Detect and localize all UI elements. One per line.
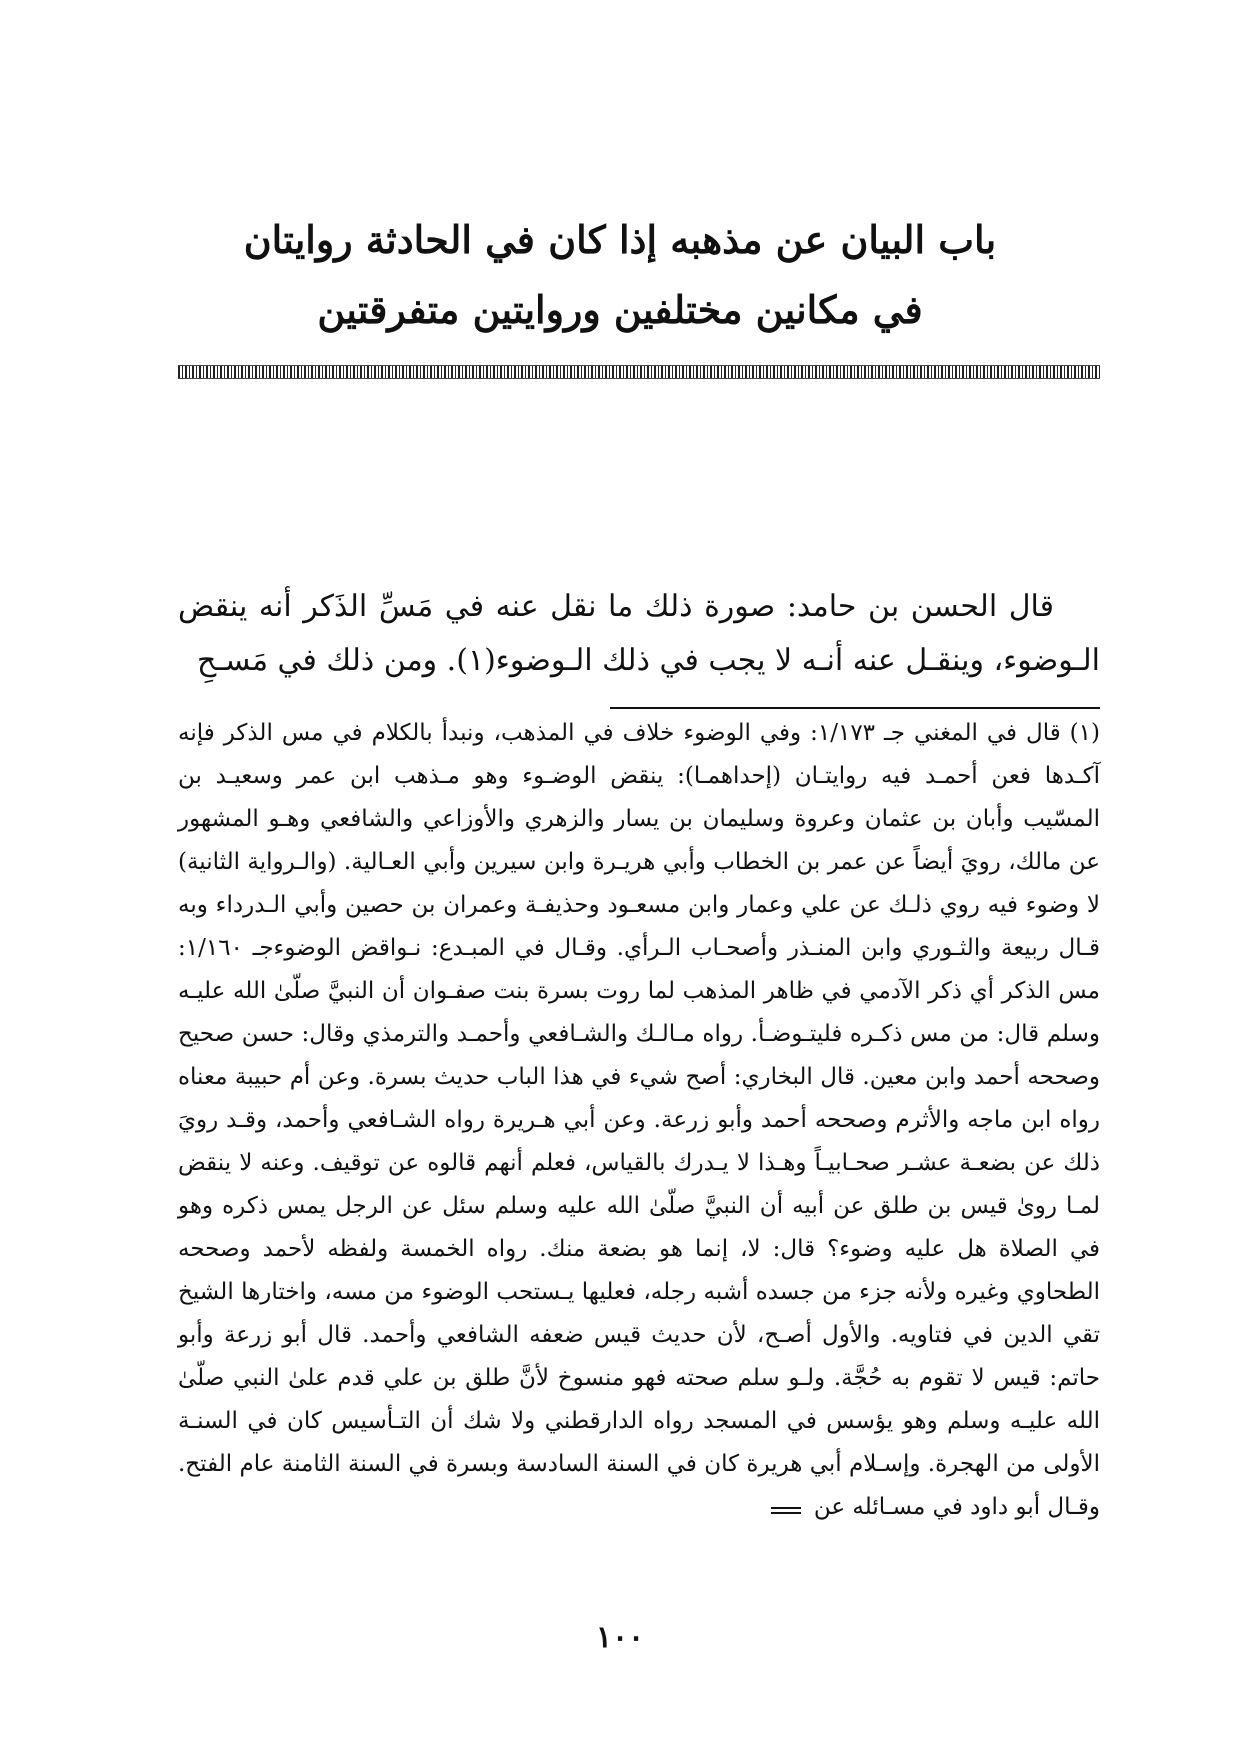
- chapter-title: [180, 205, 1060, 345]
- page-number: ١٠٠: [595, 1620, 645, 1655]
- chapter-title-line-1: باب البيان عن مذهبه إذا كان في الحادثة روايتان: [243, 217, 997, 262]
- ornamental-divider: [178, 365, 1100, 379]
- chapter-title-line-2: في مكانين مختلفين وروايتين متفرقتين: [317, 287, 923, 332]
- footnote-text: (١) قال في المغني جـ ١/١٧٣: وفي الوضوء خلاف في المذهب، ونبدأ بالكلام في مس الذكر فإنه آكـدها فعن أحمـد فيه روايتـان (إحداهمـا): ينقض الوضـوء وهو مـذهب ابن عمر وسعيـد بن المسّيب وأبان بن عثمان وعروة وسليمان بن يسار والزهري والأوزاعي والشافعي وهـو المشهور عن مالك، رويَ أيضاً عن عمر بن الخطاب وأبي هريـرة وابن سيرين وأبي العـالية. (والـرواية الثانية) لا وضوء فيه روي ذلـك عن علي وعمار وابن مسعـود وحذيفـة وعمران بن حصين وأبي الـدرداء وبه قـال ربيعة والثـوري وابن المنـذر وأصحـاب الـرأي. وقـال في المبـدع: نـواقض الوضوءجـ ١/١٦٠: مس الذكر أي ذكر الآدمي في ظاهر المذهب لما روت بسرة بنت صفـوان أن النبيَّ صلّىٰ الله عليـه وسلم قال: من مس ذكـره فليتـوضـأ. رواه مـالـك والشـافعي وأحمـد والترمذي وقال: حسن صحيح وصححه أحمد وابن معين. قال البخاري: أصح شيء في هذا الباب حديث بسرة. وعن أم حبيبة معناه رواه ابن ماجه والأثرم وصححه أحمد وأبو زرعة. وعن أبي هـريرة رواه الشـافعي وأحمد، وقـد رويَ ذلك عن بضعـة عشـر صحـابيـاً وهـذا لا يـدرك بالقياس، فعلم أنهم قالوه عن توقيف. وعنه لا ينقض لمـا روىٰ قيس بن طلق عن أبيه أن النبيَّ صلّىٰ الله عليه وسلم سئل عن الرجل يمس ذكره وهو في الصلاة هل عليه وضوء؟ قال: لا، إنما هو بضعة منك. رواه الخمسة ولفظه لأحمد وصححه الطحاوي وغيره ولأنه جزء من جسده أشبه رجله، فعليها يـستحب الوضوء من مسه، واختارها الشيخ تقي الدين في فتاويه. والأول أصـح، لأن حديث قيس ضعفه الشافعي وأحمد. قال أبو زرعة وأبو حاتم: قيس لا تقوم به حُجَّة. ولـو سلم صحته فهو منسوخ لأنَّ طلق بن علي قدم علىٰ النبي صلّىٰ الله عليـه وسلم وهو يؤسس في المسجد رواه الدارقطني ولا شك أن التـأسيس كان في السنـة الأولى من الهجرة. وإسـلام أبي هريرة كان في السنة السادسة وبسرة في السنة الثامنة عام الفتح. وقـال أبو داود في مسـائله عن: [178, 720, 1101, 1520]
- footnote-block: [178, 712, 1100, 1529]
- footnote-separator: [610, 707, 1100, 709]
- main-body: [178, 580, 1100, 688]
- footnote-continuation-mark: [771, 1507, 801, 1509]
- main-paragraph: قال الحسن بن حامد: صورة ذلك ما نقل عنه في مَسِّ الذَكر أنه ينقض الـوضوء، وينقـل عنه أنـه لا يجب في ذلك الـوضوء(١). ومن ذلك في مَسـحِ: [178, 589, 1100, 678]
